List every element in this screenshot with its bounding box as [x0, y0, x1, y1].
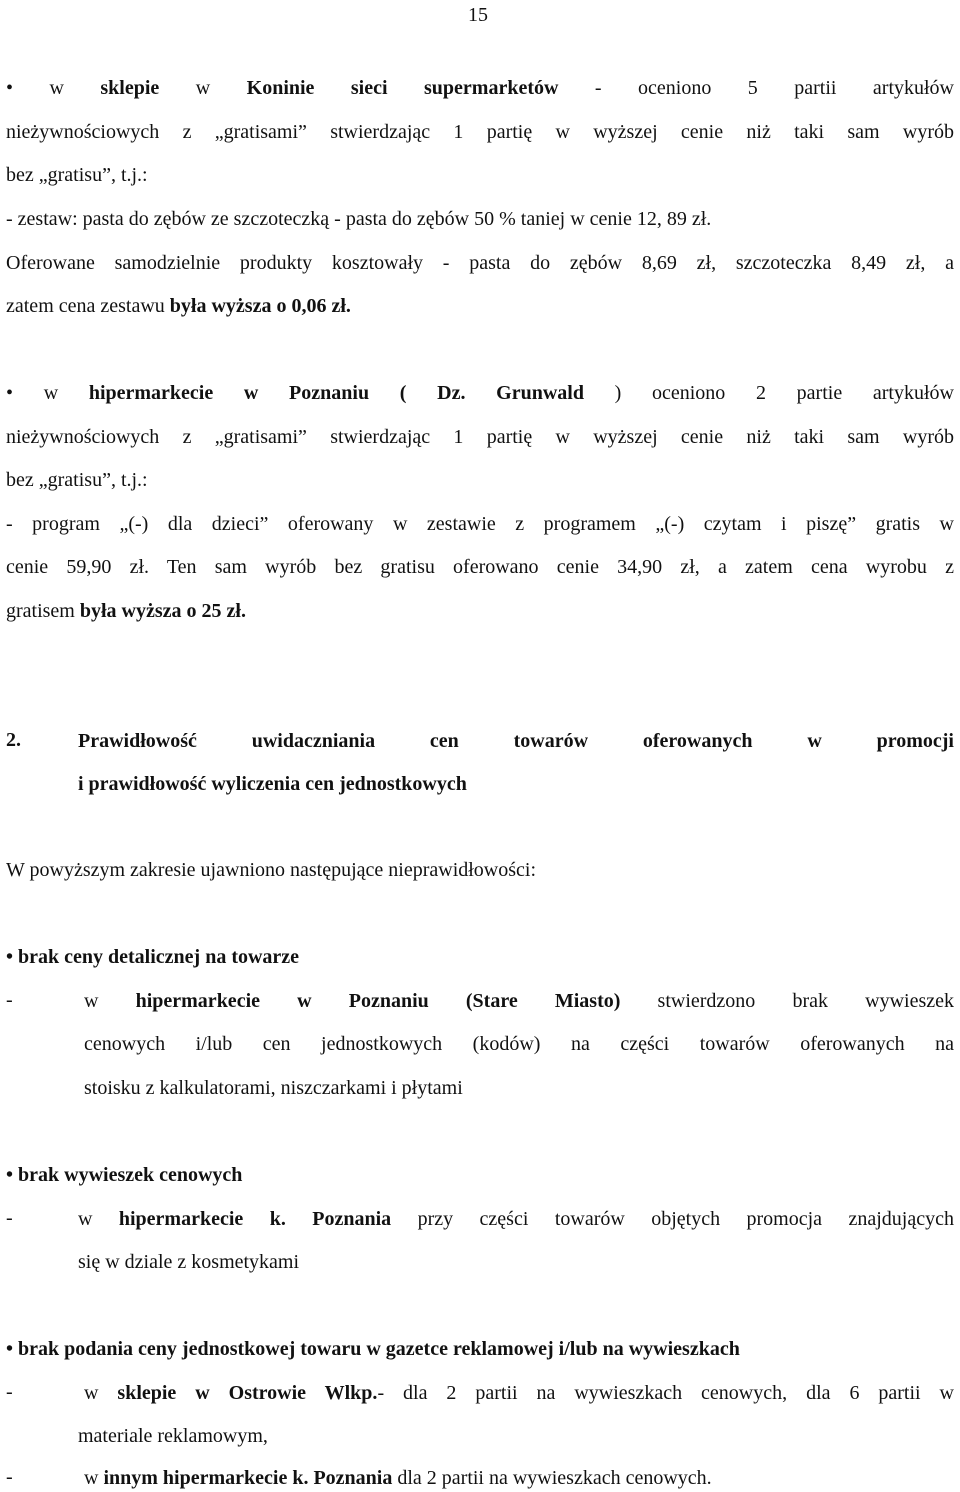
- page-number: 15: [468, 4, 488, 26]
- bullet-grunwald-line-4: - program „(-) dla dzieci” oferowany w zestawie z programem „(-) czytam i piszę” gratis w: [6, 513, 954, 535]
- bullet-grunwald-line-6: gratisem była wyższa o 25 zł.: [6, 600, 246, 622]
- bullet-koninie-line-5: Oferowane samodzielnie produkty kosztowały - pasta do zębów 8,69 zł, szczoteczka 8,49 zł, a: [6, 252, 954, 274]
- group1-line-3: stoisku z kalkulatorami, niszczarkami i płytami: [84, 1077, 463, 1099]
- bullet-koninie-line-4: - zestaw: pasta do zębów ze szczoteczką - pasta do zębów 50 % taniej w cenie 12, 89 zł.: [6, 208, 712, 230]
- dash-marker: -: [6, 1381, 13, 1403]
- group-heading-brak-ceny: • brak ceny detalicznej na towarze: [6, 946, 300, 968]
- bullet-koninie-line-1: • w sklepie w Koninie sieci supermarketów - oceniono 5 partii artykułów: [6, 77, 954, 99]
- group1-line-2: cenowych i/lub cen jednostkowych (kodów) na części towarów oferowanych na: [84, 1033, 954, 1055]
- dash-marker: -: [6, 1466, 13, 1488]
- group3-item1-line-2: materiale reklamowym,: [78, 1425, 268, 1447]
- section-number: 2.: [6, 729, 21, 751]
- section-intro: W powyższym zakresie ujawniono następujące nieprawidłowości:: [6, 859, 537, 881]
- group1-line-1: w hipermarkecie w Poznaniu (Stare Miasto) stwierdzono brak wywieszek: [84, 990, 954, 1012]
- bullet-grunwald-line-5: cenie 59,90 zł. Ten sam wyrób bez gratisu oferowano cenie 34,90 zł, a zatem cena wyrobu z: [6, 556, 954, 578]
- group-heading-brak-ceny-jednostkowej: • brak podania ceny jednostkowej towaru w gazetce reklamowej i/lub na wywieszkach: [6, 1338, 740, 1360]
- bullet-grunwald-line-3: bez „gratisu”, t.j.:: [6, 469, 148, 491]
- group2-line-2: się w dziale z kosmetykami: [78, 1251, 300, 1273]
- section-heading-line-2: i prawidłowość wyliczenia cen jednostkowych: [78, 773, 467, 795]
- bullet-grunwald-line-1: • w hipermarkecie w Poznaniu ( Dz. Grunwald ) oceniono 2 partie artykułów: [6, 382, 954, 404]
- group3-item2-line-1: w innym hipermarkecie k. Poznania dla 2 partii na wywieszkach cenowych.: [84, 1467, 712, 1489]
- bullet-koninie-line-6: zatem cena zestawu była wyższa o 0,06 zł.: [6, 295, 351, 317]
- bullet-koninie-line-2: nieżywnościowych z „gratisami” stwierdzając 1 partię w wyższej cenie niż taki sam wyrób: [6, 121, 954, 143]
- group2-line-1: w hipermarkecie k. Poznania przy części towarów objętych promocja znajdujących: [78, 1208, 954, 1230]
- group3-item1-line-1: w sklepie w Ostrowie Wlkp.- dla 2 partii na wywieszkach cenowych, dla 6 partii w: [84, 1382, 954, 1404]
- bullet-koninie-line-3: bez „gratisu”, t.j.:: [6, 164, 148, 186]
- dash-marker: -: [6, 1207, 13, 1229]
- bullet-grunwald-line-2: nieżywnościowych z „gratisami” stwierdzając 1 partię w wyższej cenie niż taki sam wyrób: [6, 426, 954, 448]
- group-heading-brak-wywieszek: • brak wywieszek cenowych: [6, 1164, 243, 1186]
- dash-marker: -: [6, 989, 13, 1011]
- section-heading-line-1: Prawidłowość uwidaczniania cen towarów oferowanych w promocji: [78, 730, 954, 752]
